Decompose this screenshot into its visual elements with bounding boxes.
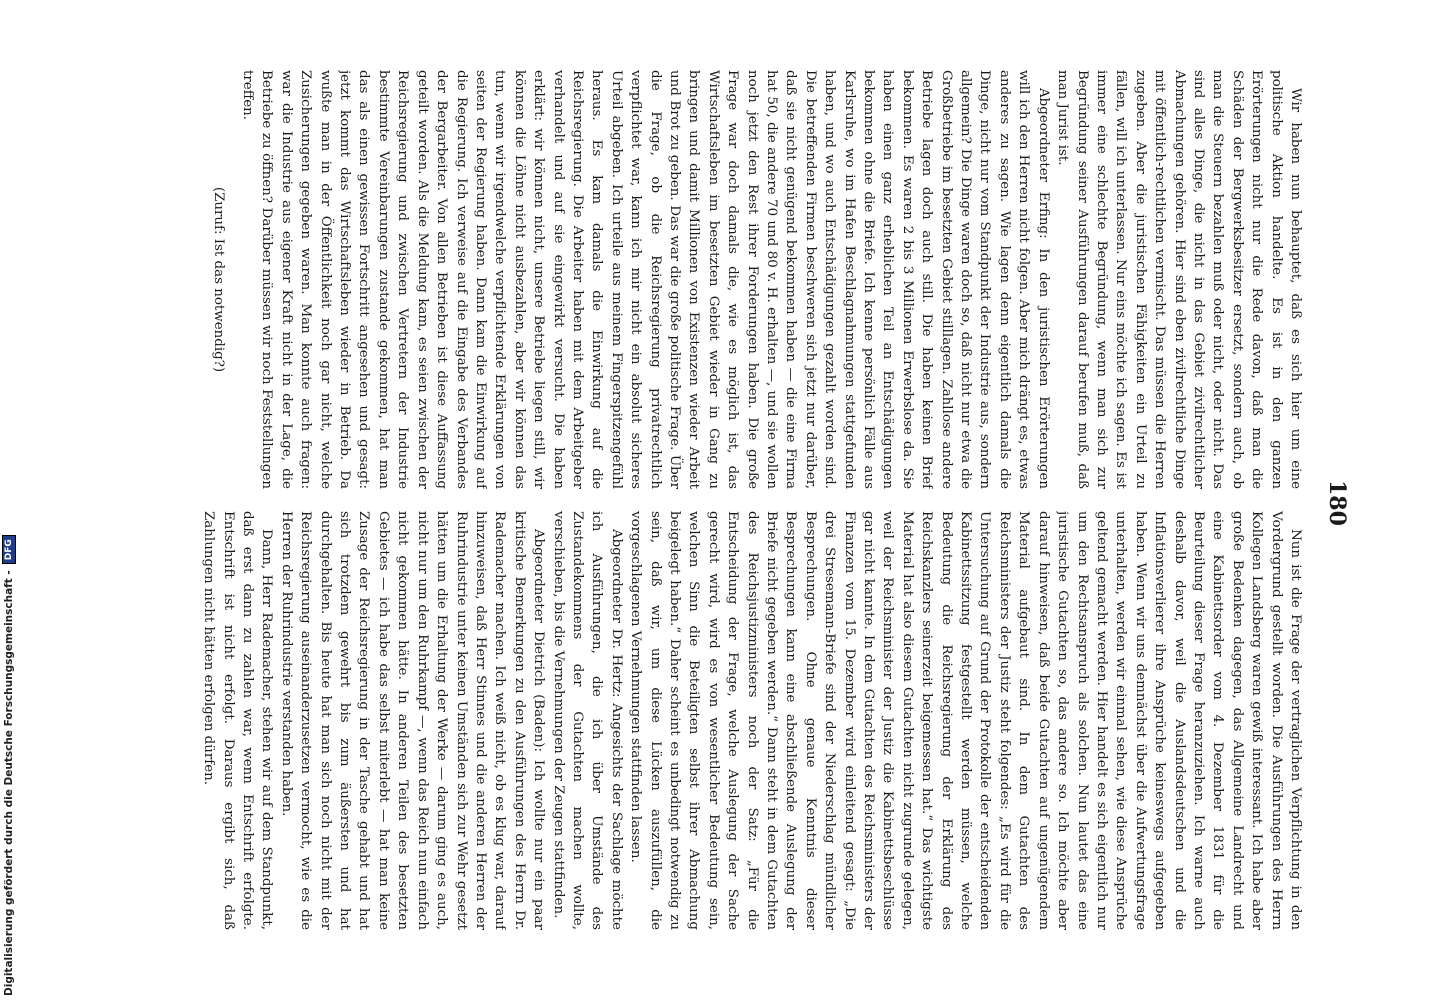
digitization-footer bbox=[0, 0, 20, 1000]
page-number: 180 bbox=[1324, 480, 1350, 526]
rotated-document-page bbox=[130, 70, 1350, 930]
paragraph: Abgeordneter Dr. Hertz: Angesichts der Sachlage möchte ich Ausführungen, die ich über Umstände des Zustandekommens der Gutachten machen wollte, verschieben, bis die Vernehmungen der Zeugen stattfinden. bbox=[550, 511, 624, 930]
text-columns bbox=[145, 70, 1305, 930]
footer-text-row bbox=[2, 16, 16, 996]
paragraph: Nun ist die Frage der vertraglichen Verpflichtung in den Vordergrund gestellt worden. Die Ausführungen des Herrn Kollegen Landsberg waren gewiß interessant. Ich habe aber große Bedenken dagegen, das Allgemeine Landrecht und eine Kabinettsorder vom 4. Dezember 1831 für die Beurteilung dieser Frage heranzuziehen. Ich warne auch deshalb davor, weil die Auslandsdeutschen und die Inflationsverlierer ihre Ansprüche keineswegs aufgegeben haben. Wenn wir uns demnächst über die Aufwertungsfrage unterhalten, werden wir einmal sehen, wie diese Ansprüche geltend gemacht werden. Hier handelt es sich eigentlich nur um den Rechtsanspruch als solchen. Nun lautet das eine juristische Gutachten so, das andere so. Ich möchte aber darauf hinweisen, daß beide Gutachten auf ungenügendem Material aufgebaut sind. In dem Gutachten des Reichsministers der Justiz steht folgendes: „Es wird für die Untersuchung auf Grund der Protokolle der entscheidenden Kabinettssitzung festgestellt werden müssen, welche Bedeutung die Reichsregierung der Erklärung des Reichskanzlers seinerzeit beigemessen hat.“ Das wichtigste Material hat also diesem Gutachten nicht zugrunde gelegen, weil der Reichsminister der Justiz die Kabinettsbeschlüsse gar nicht kannte. In dem Gutachten des Reichsministers der Finanzen vom 15. Dezember wird einleitend gesagt: „Die drei Stresemann-Briefe sind der Niederschlag mündlicher Besprechungen. Ohne genaue Kenntnis dieser Besprechungen kann eine abschließende Auslegung der Briefe nicht gegeben werden.“ Dann steht in dem Gutachten des Reichsjustizministers noch der Satz: „Für die Entscheidung der Frage, welche Auslegung der Sache gerecht wird, wird es von wesentlicher Bedeutung sein, welchen Sinn die Beteiligten selbst ihrer Abmachung beigelegt haben.“ Daher scheint es unbedingt notwendig zu sein, daß wir, um diese Lücken auszufüllen, die vorgeschlagenen Vernehmungen stattfinden lassen. bbox=[628, 511, 1303, 930]
column-left-of-page bbox=[145, 511, 1305, 930]
footer-credit-text: Digitalisierung gefördert durch die Deutsche Forschungsgemeinschaft - bbox=[3, 570, 15, 996]
dfg-logo: DFG bbox=[2, 535, 16, 564]
paragraph: Wir haben nun behauptet, daß es sich hier um eine politische Aktion handelte. Es ist in den ganzen Erörterungen nicht nur die Rede davon, daß man die Schäden der Bergwerksbesitzer ersetzt, sondern auch, ob man die Steuern bezahlen muß oder nicht, oder nicht. Das sind alles Dinge, die nicht in das Gebiet zivilrechtlicher Abmachungen gehören. Hier sind eben zivilrechtliche Dinge mit öffentlich-rechtlichen vermischt. Das müssen die Herren zugeben. Aber die juristischen Fähigkeiten ein Urteil zu fällen, will ich unterlassen. Nur eins möchte ich sagen. Es ist immer eine schlechte Begründung, wenn man sich zur Begründung seiner Ausführungen darauf berufen muß, daß man Jurist ist. bbox=[1055, 70, 1303, 489]
paragraph: Abgeordneter Dietrich (Baden): Ich wollte nur ein paar kritische Bemerkungen zu den Ausführungen des Herrn Dr. Rademacher machen. Ich weiß nicht, ob es klug war, darauf hinzuweisen, daß Herr Stinnes und die anderen Herren der Ruhrindustrie unter keinen Umständen sich zur Wehr gesetzt hätten um die Erhaltung der Werke — darum ging es auch, nicht nur um den Ruhrkampf —, wenn das Reich nun einfach nicht gekommen hätte. In anderen Teilen des besetzten Gebietes — ich habe das selbst miterlebt — hat man keine Zusage der Reichsregierung in der Tasche gehabt und hat sich trotzdem gewehrt bis zum äußersten und hat durchgehalten. Bis heute hat man sich noch nicht mit der Reichsregierung auseinanderzusetzen vermocht, wie es die Herren der Ruhrindustrie verstanden haben. bbox=[278, 511, 547, 930]
column-right-of-page bbox=[145, 70, 1305, 489]
paragraph: Abgeordneter Erfing: In den juristischen Erörterungen will ich den Herren nicht folgen. Aber mich drängt es, etwas anderes zu sagen. Wie lagen denn eigentlich damals die Dinge, nicht nur vom Standpunkt der Industrie aus, sondern allgemein? Die Dinge waren doch so, daß nicht nur etwa die Großbetriebe im besetzten Gebiet stilllagen. Zahllose andere Betriebe lagen doch auch still. Die haben keinen Brief bekommen. Es waren 2 bis 3 Millionen Erwerbslose da. Sie haben einen ganz erheblichen Teil an Entschädigungen bekommen ohne die Briefe. Ich kenne persönlich Fälle aus Karlsruhe, wo im Hafen Beschlagnahmungen stattgefunden haben, und wo auch Entschädigungen gezahlt worden sind. Die betreffenden Firmen beschweren sich jetzt nur darüber, daß sie nicht genügend bekommen haben — die eine Firma hat 50, die andere 70 und 80 v. H. erhalten —, und sie wollen noch jetzt den Rest ihrer Forderungen haben. Die große Frage war doch damals die, wie es möglich ist, das Wirtschaftsleben im besetzten Gebiet wieder in Gang zu bringen und damit Millionen von Existenzen wieder Arbeit und Brot zu geben. Das war die große politische Frage. Über die Frage, ob die Reichsregierung privatrechtlich verpflichtet war, kann ich mir nicht ein absolut sicheres Urteil abgeben. Ich urteile aus meinem Fingerspitzengefühl heraus. Es kam damals die Einwirkung auf die Reichsregierung. Die Arbeiter haben mit dem Arbeitgeber verhandelt und auf sie eingewirkt versucht. Die haben erklärt: wir können nicht, unsere Betriebe liegen still, wir können die Löhne nicht ausbezahlen, aber wir können das tun, wenn wir irgendwelche verpflichtende Erklärungen von seiten der Regierung haben. Dann kam die Einwirkung auf die Regierung. Ich verweise auf die Eingabe des Verbandes der Bergarbeiter. Von allen Betrieben ist diese Auffassung geteilt worden. Als die Meldung kam, es seien zwischen der Reichsregierung und zwischen Vertretern der Industrie bestimmte Vereinbarungen zustande gekommen, hat man das als einen gewissen Fortschritt angesehen und gesagt: jetzt kommt das Wirtschaftsleben wieder in Betrieb. Da wußte man in der Öffentlichkeit noch gar nicht, welche Zusicherungen gegeben waren. Man konnte auch fragen: war die Industrie aus eigener Kraft nicht in der Lage, die Betriebe zu öffnen? Darüber müssen wir noch Feststellungen treffen. bbox=[240, 70, 1051, 489]
paragraph: Dann, Herr Rademacher, stehen wir auf dem Standpunkt, daß erst dann zu zahlen war, wenn Entschrift erfolgte. Entschrift ist nicht erfolgt. Daraus ergibt sich, daß Zahlungen nicht hätten erfolgen dürfen. bbox=[201, 511, 275, 930]
paragraph: (Zuruf: Ist das notwendig?) bbox=[210, 186, 226, 373]
